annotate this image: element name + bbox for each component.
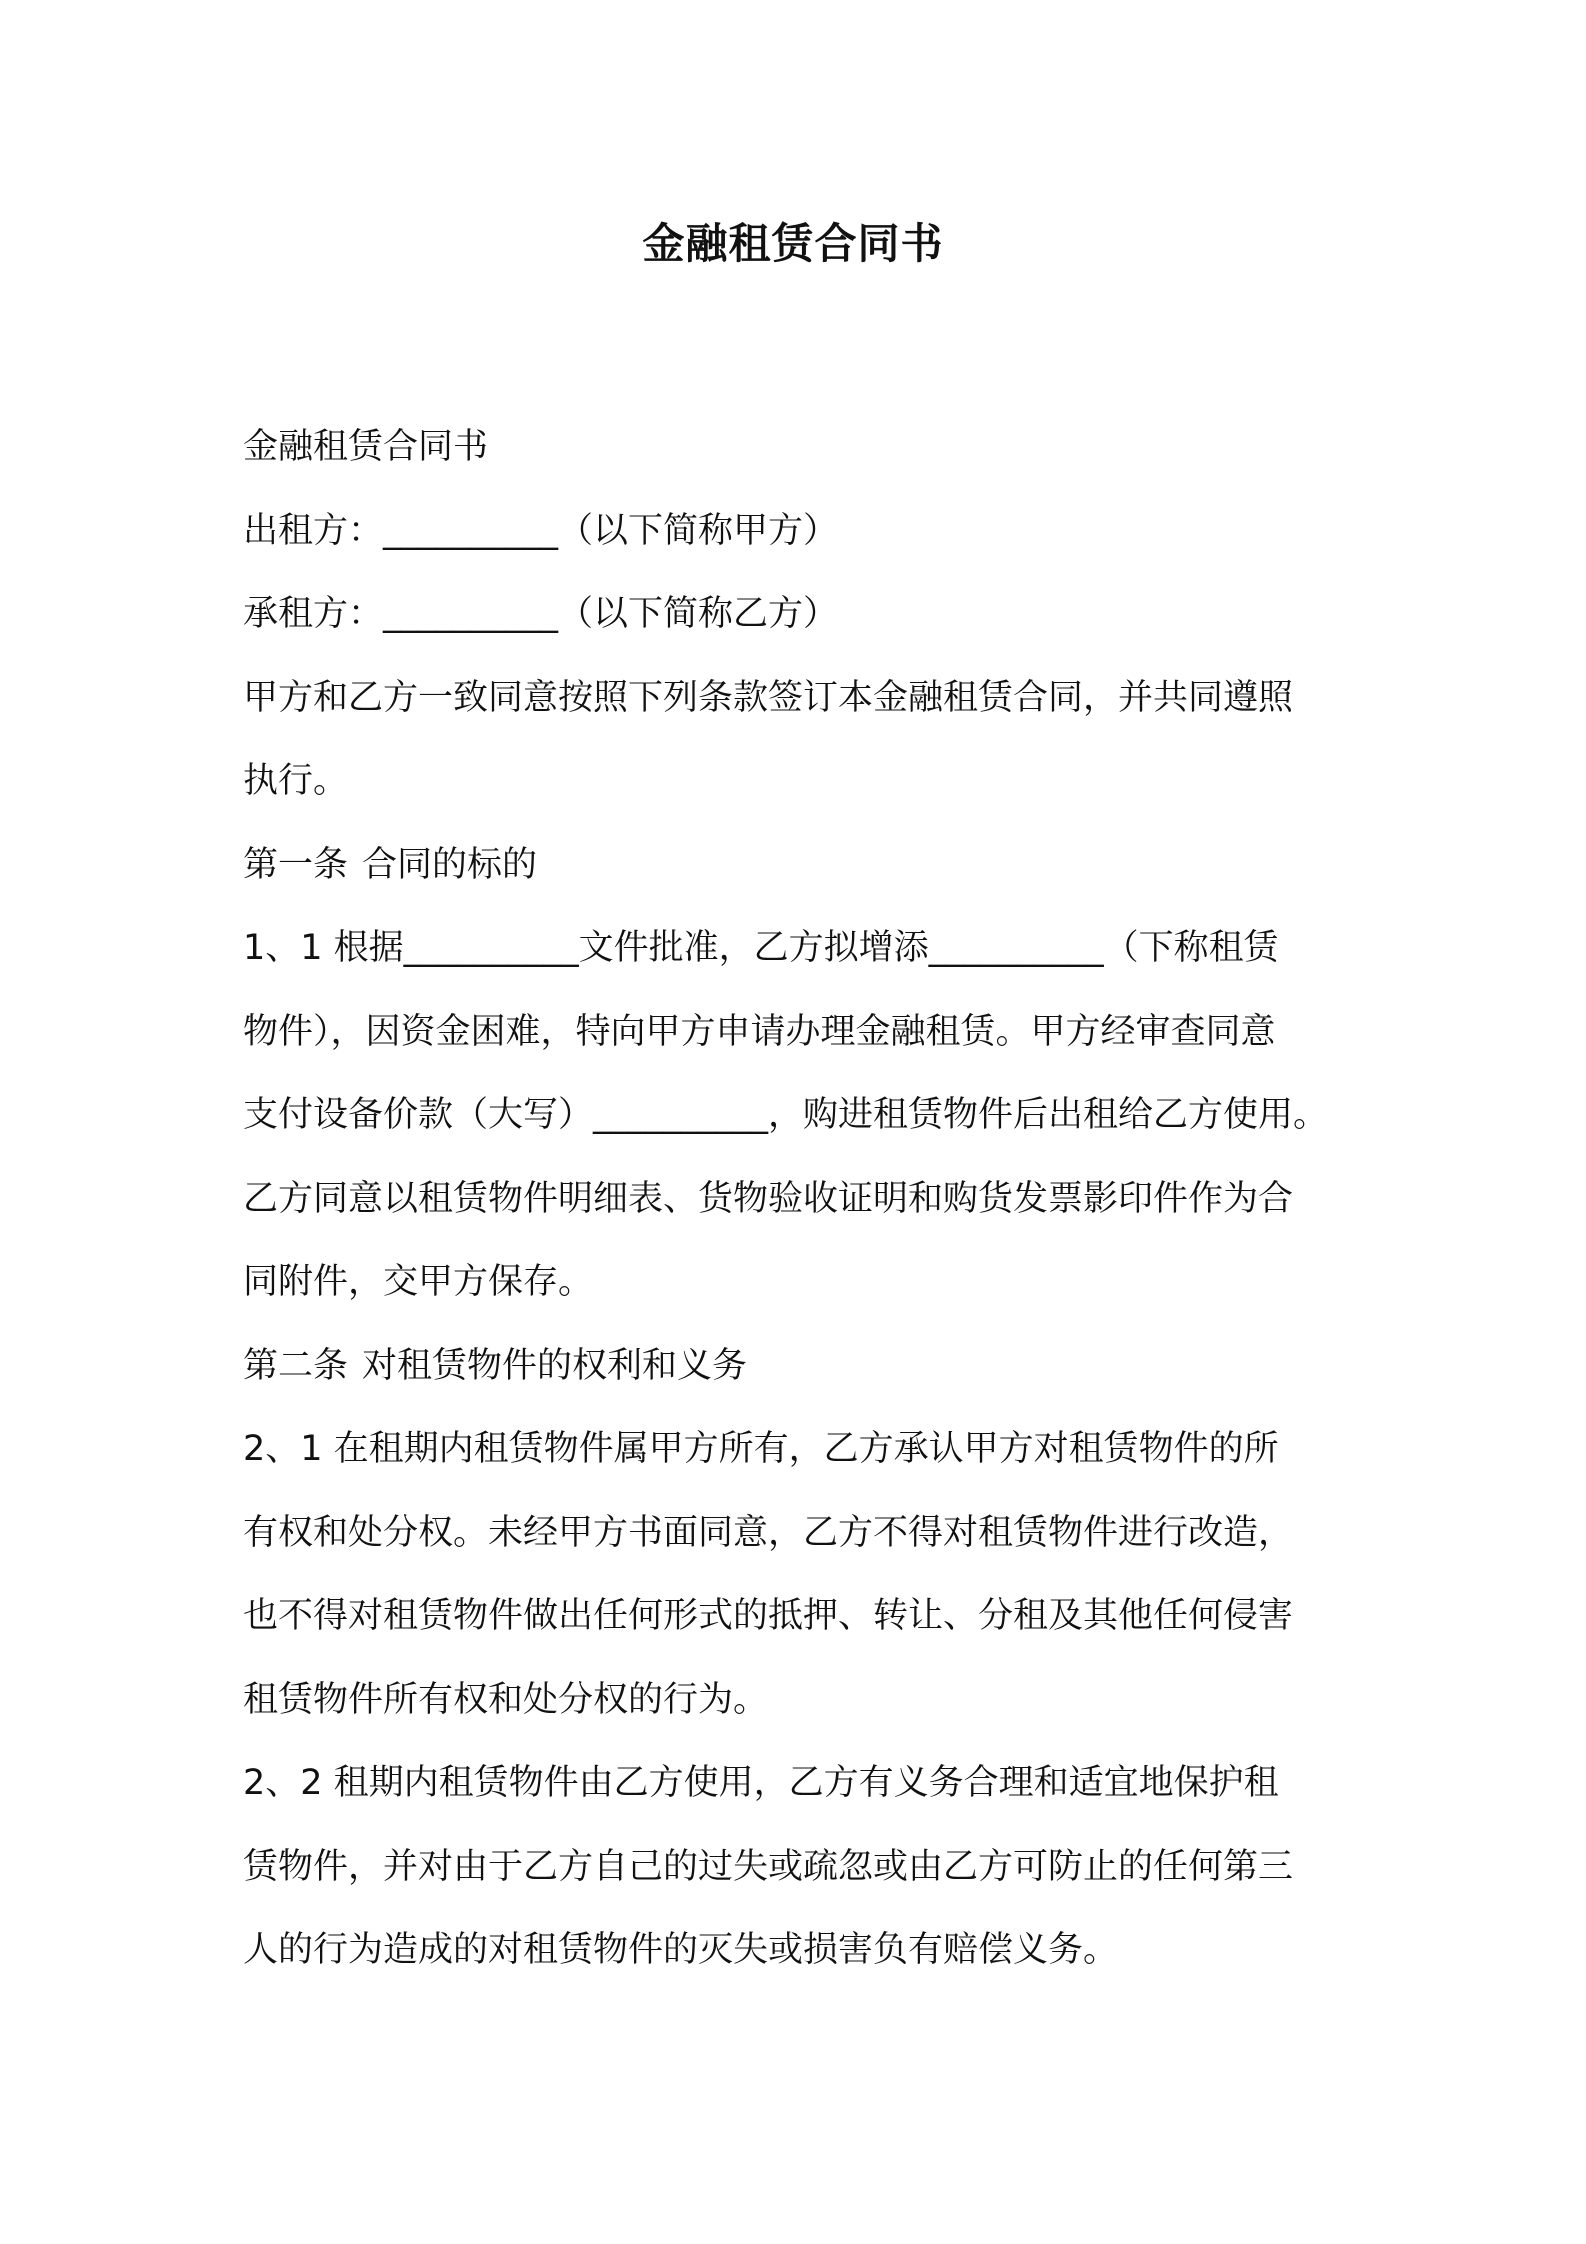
article-2-number: 第二条 [243, 1345, 349, 1386]
clause-2-1-line: 租赁物件所有权和处分权的行为。 [243, 1679, 769, 1720]
document-body [243, 406, 1353, 1993]
clause-2-2-line: 人的行为造成的对租赁物件的灭失或损害负有赔偿义务。 [243, 1930, 1119, 1970]
clause-1-1-line: 乙方同意以租赁物件明细表、货物验收证明和购货发票影印件作为合 [243, 1178, 1294, 1219]
lessee-line [243, 573, 1353, 657]
document-subtitle: 金融租赁合同书 [243, 427, 489, 467]
document-title: 金融租赁合同书 [642, 219, 944, 268]
article-1-heading [243, 824, 1353, 908]
lessee-blank: __________ [383, 594, 559, 634]
article-1-title: 合同的标的 [362, 844, 538, 885]
clause-2-1-line: 2、1 在租期内租赁物件属甲方所有，乙方承认甲方对租赁物件的所 [243, 1429, 1279, 1469]
clause-2-1-line: 有权和处分权。未经甲方书面同意，乙方不得对租赁物件进行改造， [243, 1512, 1294, 1553]
clause-1-1-line: 支付设备价款（大写）__________，购进租赁物件后出租给乙方使用。 [243, 1095, 1329, 1135]
article-1-number: 第一条 [243, 844, 349, 885]
preamble-line: 执行。 [243, 761, 349, 801]
lessee-note: （以下简称乙方） [558, 594, 839, 634]
preamble-line: 甲方和乙方一致同意按照下列条款签订本金融租赁合同，并共同遵照 [243, 677, 1294, 718]
lessee-label: 承租方： [243, 594, 384, 634]
article-2-heading [243, 1325, 1353, 1409]
clause-1-1-line: 物件），因资金困难，特向甲方申请办理金融租赁。甲方经审查同意 [243, 1011, 1276, 1052]
lessor-blank: __________ [383, 510, 559, 551]
clause-1-1-line: 同附件，交甲方保存。 [243, 1262, 594, 1302]
clause-2-1-line: 也不得对租赁物件做出任何形式的抵押、转让、分租及其他任何侵害 [243, 1596, 1294, 1636]
lessor-note: （以下简称甲方） [558, 510, 839, 551]
clause-1-1-line: 1、1 根据__________文件批准，乙方拟增添__________（下称租赁 [243, 928, 1279, 968]
article-2-title: 对租赁物件的权利和义务 [362, 1345, 748, 1386]
lessor-label: 出租方： [243, 510, 384, 551]
clause-2-2-line: 2、2 租期内租赁物件由乙方使用，乙方有义务合理和适宜地保护租 [243, 1763, 1279, 1803]
clause-2-2-line: 赁物件，并对由于乙方自己的过失或疏忽或由乙方可防止的任何第三 [243, 1846, 1294, 1887]
lessor-line [243, 490, 1353, 574]
